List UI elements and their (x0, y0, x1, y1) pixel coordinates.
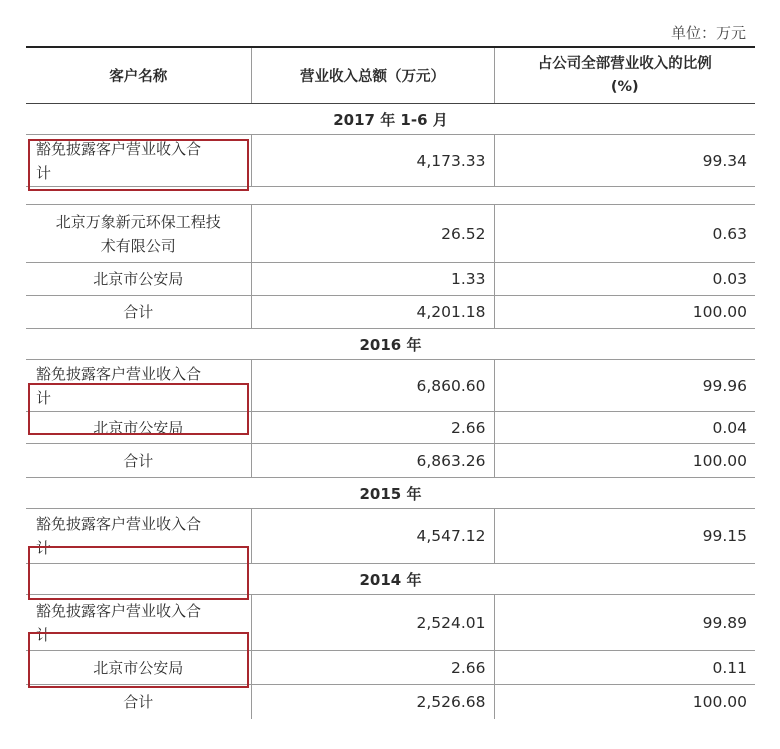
section-row (26, 478, 755, 509)
revenue-cell: 6,860.60 (251, 360, 494, 412)
unit-label: 单位：万元 (670, 24, 746, 42)
table-row (26, 685, 755, 719)
section-period: 2014 年 (26, 564, 755, 595)
customer-name: 北京市公安局 (26, 651, 251, 685)
ratio-cell: 99.15 (494, 509, 755, 564)
revenue-cell: 4,547.12 (251, 509, 494, 564)
revenue-cell: 6,863.26 (251, 444, 494, 478)
revenue-cell: 2,526.68 (251, 685, 494, 719)
revenue-cell: 1.33 (251, 263, 494, 296)
customer-name-line2: 计 (36, 539, 52, 557)
highlight-box-2015 (28, 546, 249, 600)
section-period: 2015 年 (26, 478, 755, 509)
customer-name-line1: 豁免披露客户营业收入合 (36, 601, 202, 620)
ratio-cell: 100.00 (494, 296, 755, 329)
header-ratio (494, 47, 755, 104)
ratio-cell: 0.63 (494, 205, 755, 263)
revenue-cell: 4,201.18 (251, 296, 494, 329)
table-row (26, 296, 755, 329)
customer-name-line1: 豁免披露客户营业收入合 (36, 515, 202, 533)
highlight-box-2016 (28, 383, 249, 435)
revenue-cell: 4,173.33 (251, 135, 494, 187)
customer-name (26, 205, 251, 263)
customer-name-line2: 计 (36, 388, 52, 407)
customer-name-line1: 豁免披露客户营业收入合 (36, 364, 202, 383)
ratio-cell: 100.00 (494, 444, 755, 478)
ratio-cell: 0.03 (494, 263, 755, 296)
customer-name-line1: 北京万象新元环保工程技 (55, 212, 221, 231)
ratio-cell: 0.11 (494, 651, 755, 685)
table-header-row (26, 47, 755, 104)
highlight-box-2017 (28, 139, 249, 191)
header-revenue: 营业收入总额（万元） (251, 47, 494, 104)
ratio-cell: 99.34 (494, 135, 755, 187)
customer-name-line1: 豁免披露客户营业收入合 (36, 139, 202, 158)
revenue-cell: 2.66 (251, 412, 494, 444)
highlight-box-2014 (28, 632, 249, 688)
ratio-cell: 99.89 (494, 595, 755, 651)
customer-name-line2: 计 (36, 625, 52, 644)
table-row (26, 444, 755, 478)
customer-name: 合计 (26, 296, 251, 329)
ratio-cell: 0.04 (494, 412, 755, 444)
section-period: 2017 年 1-6 月 (26, 104, 755, 135)
ratio-cell: 99.96 (494, 360, 755, 412)
table-row (26, 263, 755, 296)
revenue-cell: 2,524.01 (251, 595, 494, 651)
customer-name-line2: 术有限公司 (100, 236, 176, 255)
header-ratio-line1: 占公司全部营业收入的比例 (537, 55, 712, 72)
customer-name: 北京市公安局 (26, 263, 251, 296)
revenue-cell: 26.52 (251, 205, 494, 263)
customer-name: 合计 (26, 444, 251, 478)
customer-name: 合计 (26, 685, 251, 719)
table-row (26, 205, 755, 263)
header-customer: 客户名称 (26, 47, 251, 104)
ratio-cell: 100.00 (494, 685, 755, 719)
section-row (26, 104, 755, 135)
customer-name: 北京市公安局 (26, 412, 251, 444)
section-period: 2016 年 (26, 329, 755, 360)
revenue-cell: 2.66 (251, 651, 494, 685)
header-ratio-line2: (%) (610, 78, 639, 95)
customer-name-line2: 计 (36, 163, 52, 182)
section-row (26, 329, 755, 360)
